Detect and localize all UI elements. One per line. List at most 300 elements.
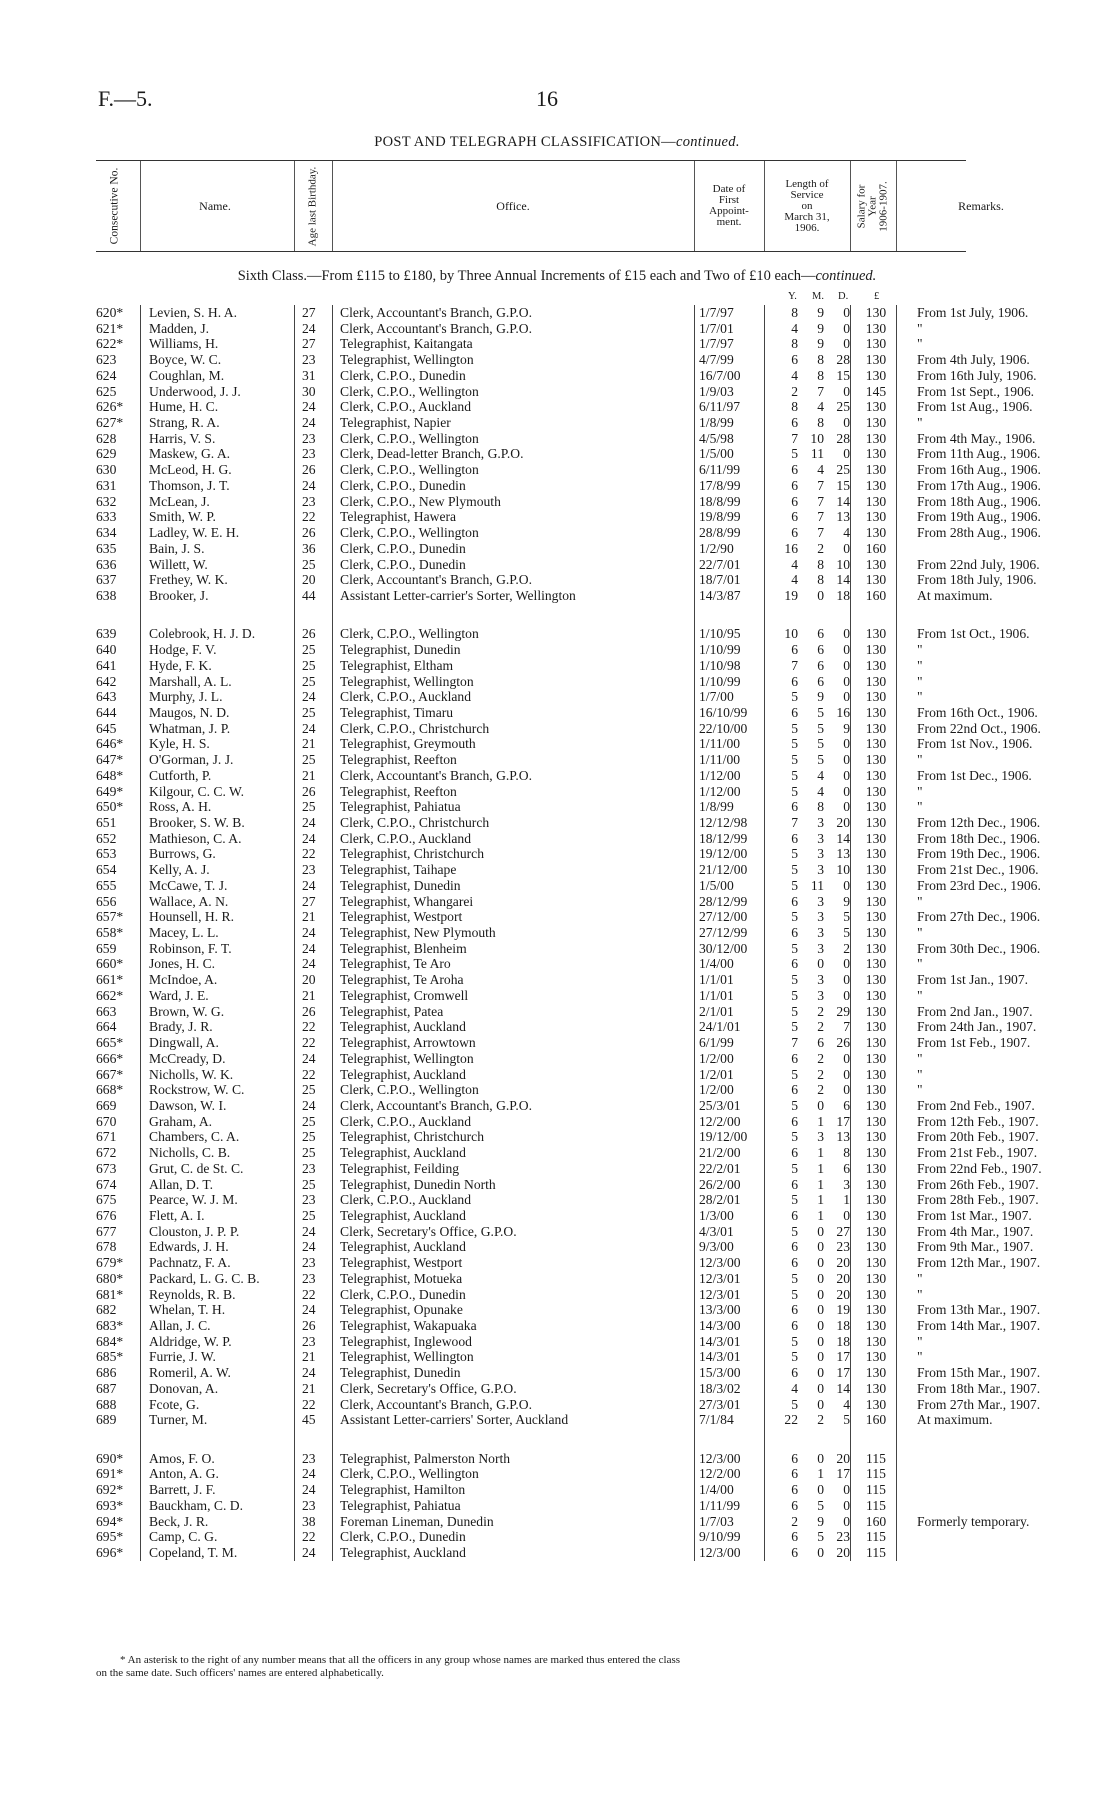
row-office: Clerk, Accountant's Branch, G.P.O. — [340, 320, 532, 336]
row-name: Allan, D. T. — [149, 1176, 214, 1192]
row-age: 21 — [302, 987, 316, 1003]
row-length-m: 0 — [817, 1097, 824, 1113]
row-length-d: 0 — [843, 767, 850, 783]
row-length-m: 3 — [817, 893, 824, 909]
row-length-d: 0 — [843, 956, 850, 972]
row-remarks: From 22nd Feb., 1907. — [917, 1160, 1042, 1176]
row-office: Telegraphist, Dunedin North — [340, 1176, 496, 1192]
row-name: Bain, J. S. — [149, 540, 205, 556]
row-salary: 130 — [865, 1286, 887, 1302]
row-name: Willett, W. — [149, 556, 208, 572]
row-length-y: 6 — [791, 1497, 798, 1513]
row-length-of-service — [772, 462, 858, 478]
row-remarks: From 2nd Jan., 1907. — [917, 1003, 1033, 1019]
row-date: 14/3/01 — [699, 1333, 741, 1349]
row-number: 632 — [96, 493, 117, 509]
row-office: Clerk, Secretary's Office, G.P.O. — [340, 1380, 517, 1396]
row-length-m: 5 — [817, 752, 824, 768]
row-name: Packard, L. G. C. B. — [149, 1270, 260, 1286]
row-date: 13/3/00 — [699, 1302, 741, 1318]
row-age: 30 — [302, 383, 316, 399]
row-length-d: 0 — [843, 1207, 850, 1223]
row-age: 22 — [302, 1396, 316, 1412]
row-length-m: 9 — [817, 336, 824, 352]
row-length-y: 6 — [791, 642, 798, 658]
row-length-of-service — [772, 1224, 858, 1240]
row-name: Boyce, W. C. — [149, 352, 222, 368]
row-salary: 130 — [865, 877, 887, 893]
row-office: Clerk, C.P.O., Dunedin — [340, 1529, 466, 1545]
row-length-y: 6 — [791, 1113, 798, 1129]
table-row — [96, 525, 1041, 541]
row-salary: 130 — [865, 626, 887, 642]
row-office: Foreman Lineman, Dunedin — [340, 1513, 494, 1529]
row-length-y: 6 — [791, 1082, 798, 1098]
row-office: Telegraphist, Napier — [340, 415, 451, 431]
row-name: Thomson, J. T. — [149, 477, 230, 493]
row-date: 1/2/00 — [699, 1082, 734, 1098]
row-length-m: 3 — [817, 1129, 824, 1145]
table-row — [96, 1318, 1041, 1334]
table-row — [96, 1302, 1041, 1318]
row-number: 654 — [96, 862, 117, 878]
row-office: Telegraphist, Pahiatua — [340, 1497, 461, 1513]
row-office: Telegraphist, Hamilton — [340, 1482, 466, 1498]
row-office: Clerk, C.P.O., Auckland — [340, 830, 472, 846]
row-length-d: 20 — [836, 1450, 850, 1466]
row-date: 30/12/00 — [699, 940, 748, 956]
row-date: 1/1/01 — [699, 972, 734, 988]
row-salary: 115 — [866, 1545, 886, 1561]
row-salary: 130 — [865, 1097, 887, 1113]
row-length-y: 5 — [791, 972, 798, 988]
row-length-of-service — [772, 768, 858, 784]
row-office: Clerk, Accountant's Branch, G.P.O. — [340, 1396, 532, 1412]
row-length-y: 5 — [791, 1286, 798, 1302]
row-remarks: " — [917, 956, 923, 972]
row-office: Telegraphist, Arrowtown — [340, 1035, 476, 1051]
row-length-d: 25 — [836, 399, 850, 415]
row-remarks: From 30th Dec., 1906. — [917, 940, 1041, 956]
row-date: 1/7/97 — [699, 336, 734, 352]
row-name: Colebrook, H. J. D. — [149, 626, 256, 642]
footnote — [96, 1654, 996, 1680]
row-age: 26 — [302, 462, 316, 478]
row-name: Beck, J. R. — [149, 1513, 209, 1529]
row-salary: 130 — [865, 862, 887, 878]
row-age: 21 — [302, 736, 316, 752]
row-number: 666* — [96, 1050, 124, 1066]
row-length-of-service — [772, 956, 858, 972]
row-length-m: 1 — [817, 1192, 824, 1208]
row-name: McCready, D. — [149, 1050, 226, 1066]
row-salary: 130 — [865, 1003, 887, 1019]
row-remarks: From 1st Aug., 1906. — [917, 399, 1033, 415]
row-date: 16/7/00 — [699, 367, 741, 383]
row-name: Chambers, C. A. — [149, 1129, 240, 1145]
row-number: 630 — [96, 462, 117, 478]
row-name: Anton, A. G. — [149, 1466, 219, 1482]
row-length-d: 6 — [843, 1097, 850, 1113]
row-date: 1/2/00 — [699, 1050, 734, 1066]
row-length-y: 5 — [791, 1003, 798, 1019]
row-salary: 130 — [865, 1365, 887, 1381]
table-row — [96, 367, 1037, 384]
row-length-d: 0 — [843, 336, 850, 352]
row-length-d: 20 — [836, 1270, 850, 1286]
row-length-y: 4 — [791, 367, 798, 383]
row-name: Maskew, G. A. — [149, 446, 231, 462]
table-row — [96, 493, 1041, 510]
row-remarks: " — [917, 1349, 923, 1365]
row-length-m: 0 — [817, 1396, 824, 1412]
row-salary: 130 — [865, 846, 887, 862]
table-row — [96, 1255, 1041, 1271]
row-length-of-service — [772, 674, 858, 690]
row-length-of-service — [772, 1466, 858, 1482]
row-number: 687 — [96, 1380, 117, 1396]
row-length-d: 19 — [836, 1302, 850, 1318]
row-length-of-service — [772, 509, 858, 525]
row-salary: 130 — [865, 1380, 887, 1396]
row-length-of-service — [772, 1192, 858, 1208]
row-number: 657* — [96, 909, 124, 925]
row-length-m: 11 — [810, 877, 824, 893]
row-salary: 130 — [865, 1082, 887, 1098]
row-length-y: 2 — [791, 383, 798, 399]
row-length-m: 2 — [817, 1050, 824, 1066]
row-length-d: 29 — [836, 1003, 850, 1019]
table-row — [96, 988, 966, 1004]
row-length-y: 6 — [791, 1302, 798, 1318]
row-length-of-service — [772, 878, 858, 894]
row-age: 24 — [302, 689, 316, 705]
row-length-m: 1 — [817, 1145, 824, 1161]
row-salary: 130 — [865, 893, 887, 909]
row-length-y: 4 — [791, 572, 798, 588]
footnote-line-2: on the same date. Such officers' names are entered alphabetically. — [96, 1667, 384, 1679]
table-row — [96, 846, 1041, 862]
row-date: 1/8/99 — [699, 415, 734, 431]
row-length-m: 8 — [817, 415, 824, 431]
table-row — [96, 689, 966, 705]
row-remarks: From 12th Dec., 1906. — [917, 815, 1041, 830]
row-length-of-service — [772, 972, 858, 988]
row-remarks: " — [917, 336, 923, 352]
row-salary: 130 — [865, 430, 887, 446]
table-row — [96, 972, 1029, 988]
row-salary: 130 — [865, 783, 887, 799]
row-length-of-service — [772, 478, 858, 494]
row-age: 23 — [302, 1192, 316, 1208]
row-date: 16/10/99 — [699, 704, 748, 720]
row-length-d: 13 — [836, 1129, 850, 1145]
row-name: Turner, M. — [149, 1412, 208, 1428]
row-length-y: 6 — [791, 1255, 798, 1271]
row-length-of-service — [772, 658, 858, 674]
row-length-of-service — [772, 1129, 858, 1145]
row-remarks: From 22nd Oct., 1906. — [917, 720, 1041, 736]
table-row — [96, 587, 993, 619]
row-length-y: 5 — [791, 940, 798, 956]
row-date: 12/2/00 — [699, 1113, 741, 1129]
row-office: Telegraphist, Auckland — [340, 1239, 466, 1255]
row-office: Telegraphist, Palmerston North — [340, 1450, 511, 1466]
row-name: Marshall, A. L. — [149, 673, 232, 689]
row-age: 36 — [302, 540, 316, 556]
row-age: 24 — [302, 1239, 316, 1255]
row-number: 655 — [96, 877, 117, 893]
row-number: 696* — [96, 1545, 124, 1561]
row-salary: 130 — [865, 1207, 887, 1223]
row-length-of-service — [772, 1412, 858, 1428]
row-salary: 130 — [865, 493, 887, 509]
row-length-of-service — [772, 1302, 858, 1318]
row-age: 22 — [302, 1286, 316, 1302]
col-header-no: Consecutive No. — [108, 167, 120, 245]
row-length-d: 15 — [836, 477, 850, 493]
row-length-of-service — [772, 815, 858, 831]
row-number: 660* — [96, 956, 124, 972]
row-age: 22 — [302, 509, 316, 525]
row-office: Telegraphist, Feilding — [340, 1160, 460, 1176]
row-date: 19/12/00 — [699, 1129, 748, 1145]
row-name: Copeland, T. M. — [149, 1545, 238, 1561]
row-length-of-service — [772, 557, 858, 573]
row-remarks: From 18th Mar., 1907. — [917, 1380, 1041, 1396]
row-number: 634 — [96, 525, 117, 541]
row-length-y: 5 — [791, 446, 798, 462]
row-length-d: 9 — [843, 720, 850, 736]
row-office: Telegraphist, Dunedin — [340, 642, 461, 658]
row-length-m: 6 — [817, 1035, 824, 1051]
row-length-of-service — [772, 1098, 858, 1114]
row-salary: 130 — [865, 642, 887, 658]
row-length-y: 6 — [791, 1466, 798, 1482]
row-number: 684* — [96, 1333, 124, 1349]
row-length-d: 10 — [836, 862, 850, 878]
row-date: 1/7/03 — [699, 1513, 734, 1529]
row-date: 1/3/00 — [699, 1207, 734, 1223]
row-length-d: 0 — [843, 783, 850, 799]
row-length-y: 6 — [791, 509, 798, 525]
row-remarks: From 11th Aug., 1906. — [917, 446, 1041, 462]
table-row — [96, 509, 1041, 525]
row-number: 652 — [96, 830, 117, 846]
row-length-d: 27 — [836, 1223, 850, 1239]
row-length-y: 6 — [791, 1365, 798, 1381]
row-name: McLean, J. — [149, 493, 210, 509]
page-header — [0, 86, 1114, 120]
row-length-of-service — [772, 368, 858, 384]
row-remarks: From 4th Mar., 1907. — [917, 1223, 1034, 1239]
row-salary: 115 — [866, 1450, 886, 1466]
row-remarks: From 28th Feb., 1907. — [917, 1192, 1039, 1208]
row-age: 24 — [302, 415, 316, 431]
row-salary: 130 — [865, 367, 887, 383]
row-salary: 130 — [865, 767, 887, 783]
row-office: Clerk, C.P.O., Dunedin — [340, 367, 466, 383]
row-length-of-service — [772, 799, 858, 815]
row-office: Clerk, C.P.O., Wellington — [340, 462, 479, 478]
row-remarks: From 1st Nov., 1906. — [917, 736, 1033, 752]
row-length-y: 5 — [791, 1396, 798, 1412]
row-length-m: 0 — [817, 1380, 824, 1396]
row-number: 653 — [96, 846, 117, 862]
row-remarks: From 15th Mar., 1907. — [917, 1365, 1041, 1381]
row-length-y: 5 — [791, 862, 798, 878]
row-length-m: 5 — [817, 1497, 824, 1513]
row-length-m: 3 — [817, 846, 824, 862]
row-age: 24 — [302, 940, 316, 956]
row-date: 6/1/99 — [699, 1035, 734, 1051]
row-length-y: 5 — [791, 877, 798, 893]
row-number: 692* — [96, 1482, 124, 1498]
row-length-d: 0 — [843, 1497, 850, 1513]
row-number: 678 — [96, 1239, 117, 1255]
row-length-of-service — [772, 399, 858, 415]
row-number: 691* — [96, 1466, 124, 1482]
row-age: 26 — [302, 783, 316, 799]
table-row — [96, 321, 966, 337]
row-length-d: 15 — [836, 367, 850, 383]
row-age: 20 — [302, 972, 316, 988]
table-row — [96, 462, 1041, 478]
row-date: 1/4/00 — [699, 1482, 734, 1498]
row-salary: 130 — [865, 1349, 887, 1365]
table-row — [96, 383, 1035, 400]
row-office: Clerk, C.P.O., Dunedin — [340, 540, 466, 556]
row-name: Clouston, J. P. P. — [149, 1223, 240, 1239]
row-length-of-service — [772, 415, 858, 431]
row-remarks: At maximum. — [917, 587, 993, 603]
row-length-m: 0 — [817, 1223, 824, 1239]
row-remarks: " — [917, 925, 923, 941]
row-remarks: From 2nd Feb., 1907. — [917, 1097, 1035, 1113]
row-office: Telegraphist, Reefton — [340, 752, 457, 768]
row-number: 680* — [96, 1270, 124, 1286]
table-row — [96, 1545, 966, 1561]
column-rule — [140, 305, 141, 1561]
row-age: 25 — [302, 1145, 316, 1161]
row-length-of-service — [772, 862, 858, 878]
row-remarks: From 28th Aug., 1906. — [917, 525, 1041, 541]
row-name: Whatman, J. P. — [149, 720, 231, 736]
row-length-of-service — [772, 941, 858, 957]
table-row — [96, 720, 1041, 737]
row-office: Clerk, Accountant's Branch, G.P.O. — [340, 1097, 532, 1113]
row-length-y: 5 — [791, 1349, 798, 1365]
row-length-d: 8 — [843, 1145, 850, 1161]
row-age: 27 — [302, 305, 316, 320]
row-salary: 130 — [865, 1192, 887, 1208]
row-salary: 130 — [865, 657, 887, 673]
row-name: Burrows, G. — [149, 846, 216, 862]
row-length-m: 0 — [817, 1270, 824, 1286]
row-date: 1/11/00 — [699, 736, 741, 752]
row-length-m: 3 — [817, 940, 824, 956]
table-row — [96, 1349, 966, 1365]
row-number: 683* — [96, 1318, 124, 1333]
row-office: Clerk, C.P.O., Auckland — [340, 1113, 472, 1129]
row-length-d: 20 — [836, 1545, 850, 1561]
row-length-d: 0 — [843, 1050, 850, 1066]
row-salary: 130 — [865, 1176, 887, 1192]
row-length-m: 5 — [817, 1529, 824, 1545]
row-date: 24/1/01 — [699, 1019, 741, 1035]
row-age: 20 — [302, 572, 316, 588]
row-name: Grut, C. de St. C. — [149, 1160, 244, 1176]
row-length-m: 4 — [817, 783, 824, 799]
row-length-m: 7 — [817, 525, 824, 541]
row-remarks: From 16th July, 1906. — [917, 367, 1037, 383]
unit-days: D. — [838, 291, 849, 302]
row-name: Amos, F. O. — [149, 1450, 215, 1466]
row-length-d: 14 — [836, 572, 850, 588]
row-age: 23 — [302, 862, 316, 878]
row-remarks: From 23rd Dec., 1906. — [917, 877, 1041, 893]
row-date: 6/11/99 — [699, 462, 741, 478]
table-row — [96, 736, 1033, 752]
row-number: 650* — [96, 799, 124, 815]
page-number: 16 — [536, 86, 558, 111]
row-age: 21 — [302, 767, 316, 783]
row-length-m: 0 — [817, 1349, 824, 1365]
row-number: 674 — [96, 1176, 117, 1192]
row-length-of-service — [772, 1208, 858, 1224]
table-row — [96, 477, 1041, 494]
row-age: 24 — [302, 956, 316, 972]
row-salary: 130 — [865, 815, 887, 830]
row-office: Telegraphist, Greymouth — [340, 736, 476, 752]
row-age: 25 — [302, 642, 316, 658]
row-length-d: 0 — [843, 972, 850, 988]
row-office: Telegraphist, Dunedin — [340, 1365, 461, 1381]
row-salary: 130 — [865, 336, 887, 352]
row-office: Clerk, C.P.O., Dunedin — [340, 477, 466, 493]
row-date: 18/8/99 — [699, 493, 741, 509]
row-length-m: 3 — [817, 925, 824, 941]
row-remarks: From 19th Dec., 1906. — [917, 846, 1041, 862]
row-office: Clerk, Dead-letter Branch, G.P.O. — [340, 446, 524, 462]
row-date: 26/2/00 — [699, 1176, 741, 1192]
table-row — [96, 1019, 1037, 1035]
row-name: Mathieson, C. A. — [149, 830, 242, 846]
row-age: 24 — [302, 1050, 316, 1066]
row-length-m: 6 — [817, 642, 824, 658]
row-length-d: 0 — [843, 1482, 850, 1498]
row-length-d: 18 — [836, 587, 850, 603]
row-length-d: 17 — [836, 1466, 850, 1482]
row-length-m: 3 — [817, 830, 824, 846]
row-length-d: 0 — [843, 446, 850, 462]
row-length-d: 20 — [836, 815, 850, 830]
row-salary: 130 — [865, 673, 887, 689]
row-length-of-service — [772, 1051, 858, 1067]
row-date: 22/10/00 — [699, 720, 748, 736]
row-office: Clerk, C.P.O., Auckland — [340, 399, 472, 415]
row-office: Clerk, C.P.O., Wellington — [340, 1466, 479, 1482]
row-length-of-service — [772, 1161, 858, 1177]
row-number: 625 — [96, 383, 117, 399]
row-length-of-service — [772, 689, 858, 705]
table-row — [96, 626, 1030, 642]
table-row — [96, 1451, 966, 1467]
row-date: 12/12/98 — [699, 815, 748, 830]
row-length-d: 14 — [836, 1380, 850, 1396]
row-age: 25 — [302, 1113, 316, 1129]
row-office: Clerk, C.P.O., New Plymouth — [340, 493, 501, 509]
